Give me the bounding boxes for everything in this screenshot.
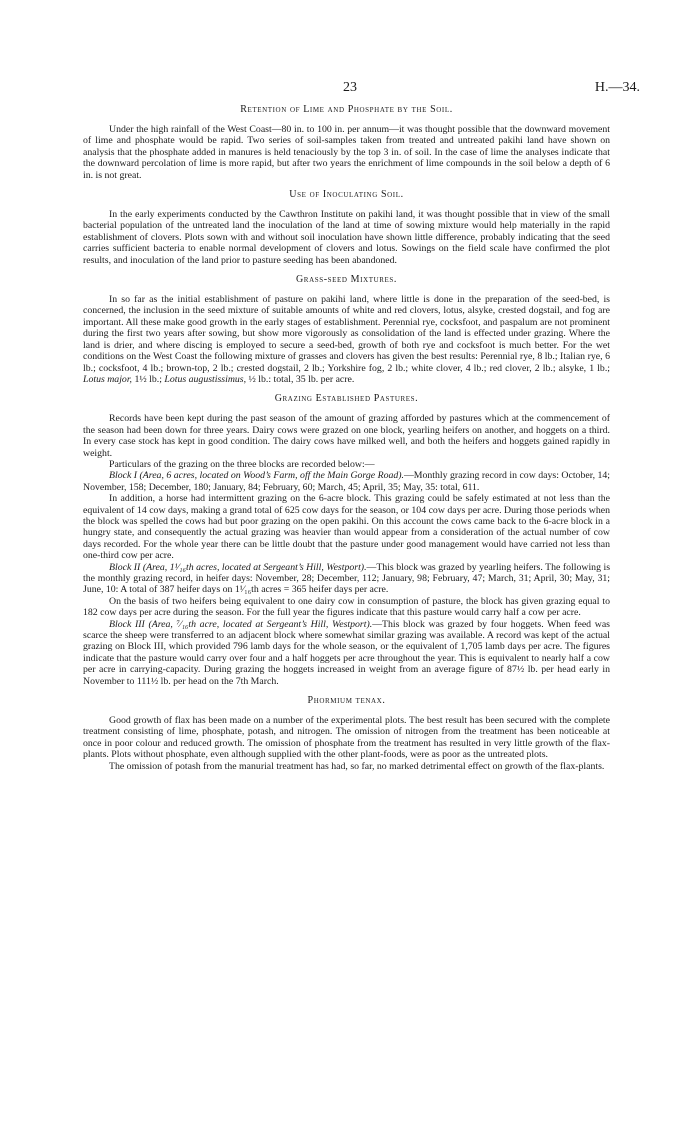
paragraph — [83, 294, 610, 385]
paragraph: Particulars of the grazing on the three blocks are recorded below:— — [109, 458, 375, 470]
paragraph — [83, 470, 610, 493]
section-heading-grazing: Grazing Established Pastures. — [274, 393, 419, 405]
page-header — [0, 80, 700, 96]
paragraph: Records have been kept during the past season of the amount of grazing afforded by pastures which at the commencement of the season had been down for three years. Dairy cows were grazed on one block, yearling heifers on another, and hoggets on a third. In every case stock has kept in good condition. The dairy cows have milked well, and both the heifers and hoggets gained rapidly in weight. — [83, 413, 610, 459]
section-heading-phormium: Phormium tenax. — [307, 695, 386, 707]
section-heading-lime: Retention of Lime and Phosphate by the Soil. — [240, 104, 453, 115]
text-run: 1½ lb.; — [132, 373, 165, 385]
section-heading-grass: Grass-seed Mixtures. — [295, 274, 397, 286]
paragraph: Under the high rainfall of the West Coast—80 in. to 100 in. per annum—it was thought possible that the downward movement of lime and phosphate would be rapid. Two series of soil-samples taken from treated and untreated pakihi land have shown on analysis that the phosphate added in manures is held tenaciously by the top 3 in. of soil. In the case of lime the analyses indicate that the downward percolation of lime is more rapid, but after two years the enrichment of lime compounds in the soil below a depth of 6 in. is not great. — [83, 124, 610, 181]
paragraph: In the early experiments conducted by the Cawthron Institute on pakihi land, it was thought possible that in view of the small bacterial population of the untreated land the inoculation of the land at time of sowing mixture would help materially in the rapid establishment of clovers. Plots sown with and without soil inoculation have shown little difference, probably indicating that the seed carries sufficient bacteria to enable normal development of clovers and lotus. Sowings on the field scale have confirmed the plot results, and inoculation of the land prior to pasture seeding has been abandoned. — [83, 209, 610, 266]
paragraph: On the basis of two heifers being equivalent to one dairy cow in consumption of pasture, the block has given grazing equal to 182 cow days per acre during the season. For the full year the figures indicate that this pasture would carry half a cow per acre. — [83, 595, 610, 619]
species-name: Lotus augustissimus, — [164, 373, 247, 385]
section-heading-inoculating: Use of Inoculating Soil. — [289, 189, 404, 201]
text-run: ½ lb.: total, 35 lb. per acre. — [246, 373, 355, 385]
page-content — [83, 104, 610, 772]
paragraph: Good growth of flax has been made on a number of the experimental plots. The best result has been secured with the complete treatment consisting of lime, phosphate, potash, and nitrogen. The omission of nitrogen from the treatment has been noticeable at once in poor colour and reduced growth. The omission of phosphate from the treatment has resulted in very little growth of the flax-plants. Plots without phosphate, even although supplied with the other plant-foods, were as poor as the untreated plots. — [83, 715, 610, 761]
block-title: Block II (Area, 1¹⁄₁₆th acres, located at Sergeant’s Hill, Westport). — [109, 561, 367, 573]
text-run: —This block was grazed by yearling heifers. The following is the monthly grazing record, in heifer days: November, 28; December, 112; January, 98; February, 47; March, 31; April, 30; May, 31; June, 10: A total of 387 heifer days on 1¹⁄₁₆th acres = 365 heifer days per acre. — [83, 561, 611, 596]
paragraph — [83, 562, 610, 596]
text-run: —Monthly grazing record in cow days: October, 14; November, 158; December, 180; January, 84; February, 60; March, 45; April, 35; May, 35: total, 611. — [83, 470, 611, 493]
paragraph: In addition, a horse had intermittent grazing on the 6-acre block. This grazing could be safely estimated at not less than the equivalent of 14 cow days, making a grand total of 625 cow days for the season, or 104 cow days per acre. During those periods when the block was spelled the cows had but poor grazing on the open pakihi. On this account the cows came back to the 6-acre block in a hungry state, and consequently the actual grazing was heavier than would appear from a consideration of the actual number of cow days recorded. For the whole year there can be little doubt that the pasture under good management would have carried not less than one-third cow per acre. — [83, 493, 610, 562]
block-title: Block III (Area, ⁷⁄₁₆th acre, located at Sergeant’s Hill, Westport). — [109, 618, 373, 630]
paragraph: The omission of potash from the manurial treatment has had, so far, no marked detrimental effect on growth of the flax-plants. — [109, 760, 605, 772]
page-number: 23 — [343, 80, 357, 95]
text-run: In so far as the initial establishment of pasture on pakihi land, where little is done in the preparation of the seed-bed, is concerned, the inclusion in the seed mixture of suitable amounts of white and red clovers, lotus, alsyke, crested dogstail, and fog are important. All these make good growth in the early stages of establishment. Perennial rye, cocksfoot, and paspalum are not prominent during the first two years after sowing, but show more vigorously as consolidation of the land is effected under grazing. Where the land is drier, and where discing is employed to secure a seed-bed, growth of both rye and cocksfoot is much better. For the wet conditions on the West Coast the following mixture of grasses and clovers has given the best results: Perennial rye, 8 lb.; Italian rye, 6 lb.; cocksfoot, 4 lb.; brown-top, 2 lb.; crested dogstail, 2 lb.; Yorkshire fog, 2 lb.; white clover, 4 lb.; red clover, 2 lb.; alsyke, 1 lb.; — [83, 294, 610, 374]
block-title: Block I (Area, 6 acres, located on Wood’s Farm, off the Main Gorge Road). — [109, 470, 404, 482]
species-name: Lotus major, — [83, 373, 132, 385]
paragraph — [83, 619, 610, 687]
document-reference: H.—34. — [594, 80, 640, 95]
text-run: —This block was grazed by four hoggets. When feed was scarce the sheep were transferred to an adjacent block where somewhat similar grazing was available. A record was kept of the actual grazing on Block III, which provided 796 lamb days for the whole season, or the equivalent of 1,705 lamb days per acre. The figures indicate that the pasture would carry over four and a half hoggets per acre throughout the year. This is equivalent to nearly half a cow per acre in carrying-capacity. During grazing the hoggets increased in weight from an average figure of 87½ lb. per head early in November to 111½ lb. per head on the 7th March. — [83, 618, 610, 687]
